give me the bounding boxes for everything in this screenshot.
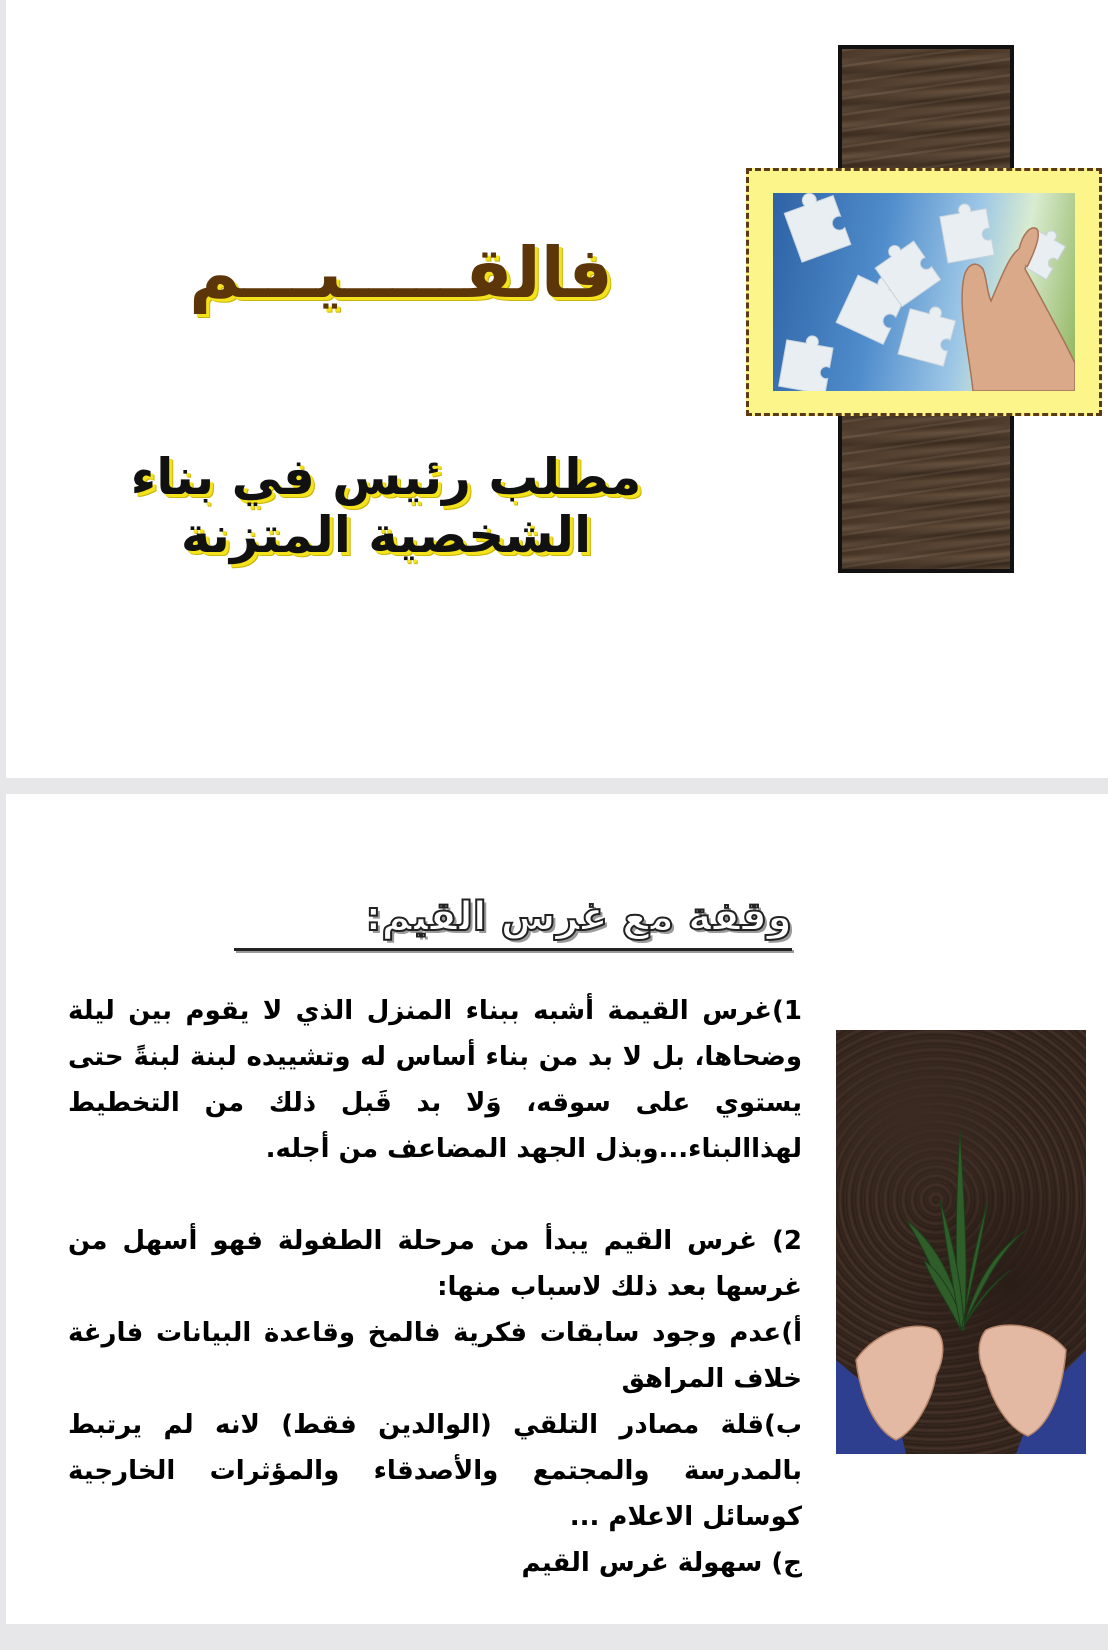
planting-hands-image	[836, 1030, 1086, 1454]
slide-2	[6, 794, 1108, 1624]
slide-1-title: فالقـــــيـــم	[189, 232, 613, 314]
slide-2-heading: وقفة مع غرس القيم:	[365, 894, 792, 940]
list-item-b: ب)قلة مصادر التلقي (الوالدين فقط) لانه لم يرتبط بالمدرسة والمجتمع والأصدقاء والمؤثرات الخارجية كوسائل الاعلام ...	[68, 1410, 802, 1532]
slide-1	[6, 0, 1108, 778]
paragraph-2: 2) غرس القيم يبدأ من مرحلة الطفولة فهو أسهل من غرسها بعد ذلك لاسباب منها:	[68, 1226, 802, 1302]
puzzle-hand-image	[773, 193, 1075, 391]
puzzle-illustration	[773, 193, 1075, 391]
plant-illustration	[836, 1030, 1086, 1454]
slide-1-subtitle: مطلب رئيس في بناء الشخصية المتزنة	[130, 448, 642, 564]
slide-2-body	[68, 988, 802, 1586]
paragraph-spacer	[68, 1172, 802, 1218]
list-item-a: أ)عدم وجود سابقات فكرية فالمخ وقاعدة البيانات فارغة خلاف المراهق	[68, 1318, 802, 1394]
heading-underline	[234, 948, 792, 951]
paragraph-1: 1)غرس القيمة أشبه ببناء المنزل الذي لا يقوم بين ليلة وضحاها، بل لا بد من بناء أساس له وتشييده لبنة لبنةً حتى يستوي على سوقه، وَلا بد قَبل ذلك من التخطيط لهذاالبناء...وبذل الجهد المضاعف من أجله.	[68, 996, 802, 1164]
puzzle-picture-frame	[746, 168, 1102, 416]
list-item-c: ج) سهولة غرس القيم	[521, 1548, 802, 1578]
